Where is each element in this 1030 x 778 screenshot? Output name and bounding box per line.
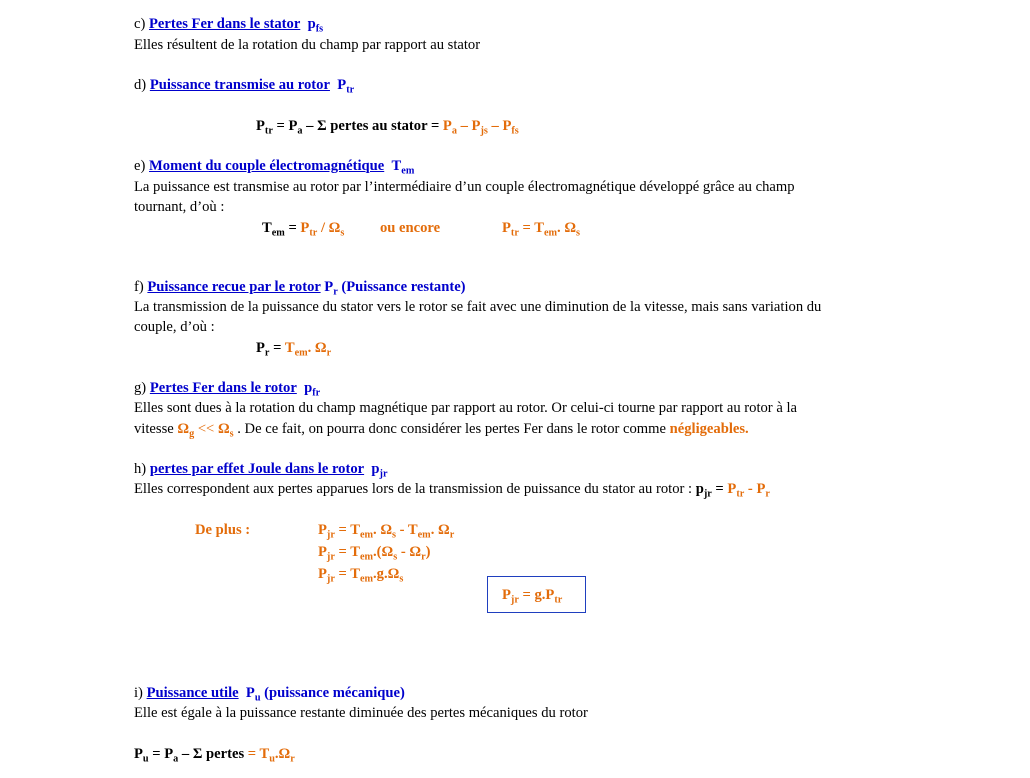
formula-e-lhs-sub: em — [271, 227, 285, 239]
heading-e-symbol-sub: em — [401, 165, 415, 177]
formula-f-eq: = — [269, 340, 285, 356]
heading-d — [134, 77, 354, 94]
formula-h-line1-e: . Ω — [430, 522, 450, 538]
boxed-result-formula — [502, 587, 562, 604]
paragraph-h-text: Elles correspondent aux pertes apparues lors de la transmission de puissance du stator au rotor : — [134, 481, 696, 497]
formula-d-r1-sub: a — [451, 125, 457, 137]
formula-e-ou-encore: ou encore — [380, 220, 441, 236]
paragraph-f-line1: La transmission de la puissance du stator vers le rotor se fait avec une diminution de la vitesse, mais sans variation du — [134, 299, 822, 315]
formula-e-alt — [502, 220, 580, 237]
formula-e-r2-sub: s — [340, 227, 345, 239]
heading-g — [134, 380, 320, 397]
formula-i-lhs-sub: u — [142, 753, 149, 765]
heading-f-title: Puissance recue par le rotor — [147, 279, 321, 295]
heading-i-symbol-sub: u — [254, 692, 261, 704]
heading-i-paren: (puissance mécanique) — [260, 685, 405, 701]
heading-i — [134, 685, 405, 702]
heading-h-symbol-sub: jr — [379, 468, 388, 480]
formula-h-line2 — [318, 544, 430, 561]
formula-i-mid: – Σ pertes — [178, 746, 248, 762]
formula-h-line3-b: = T — [334, 566, 360, 582]
formula-h-line2-d-sub: r — [421, 551, 426, 563]
heading-h-letter: h) — [134, 461, 147, 477]
formula-f-r1: T — [284, 340, 295, 356]
paragraph-g-omega-s-sub: s — [229, 428, 234, 440]
boxed-result-b: = g.P — [518, 587, 555, 603]
formula-d-r2-sub: js — [480, 125, 488, 137]
paragraph-h-f-lhs-sub: jr — [703, 488, 712, 500]
boxed-result-b-sub: tr — [554, 594, 563, 606]
heading-e-title: Moment du couple électromagnétique — [149, 158, 385, 174]
heading-f-letter: f) — [134, 279, 144, 295]
formula-h-line2-a-sub: jr — [326, 551, 335, 563]
heading-d-letter: d) — [134, 77, 147, 93]
heading-c-symbol-sub: fs — [315, 23, 324, 35]
heading-d-symbol: P — [337, 77, 347, 93]
heading-h-title: pertes par effet Joule dans le rotor — [149, 461, 365, 477]
formula-h-line1-e-sub: r — [449, 529, 455, 541]
heading-c-title: Pertes Fer dans le stator — [149, 16, 301, 32]
formula-e-eq: = — [284, 220, 301, 236]
formula-f — [256, 340, 331, 357]
paragraph-e-line1: La puissance est transmise au rotor par l’intermédiaire d’un couple électromagnétique développé grâce au champ — [134, 179, 795, 195]
formula-h-line3-b-sub: em — [359, 573, 374, 585]
heading-d-title: Puissance transmise au rotor — [149, 77, 330, 93]
paragraph-h-f-lhs: p — [695, 481, 704, 497]
formula-d-r3-sub: fs — [511, 125, 519, 137]
paragraph-h-f-r2: - P — [744, 481, 766, 497]
heading-e-symbol: T — [391, 158, 402, 174]
paragraph-h-f-r1: P — [727, 481, 737, 497]
de-plus-label: De plus : — [195, 522, 251, 538]
heading-f-symbol-sub: r — [333, 286, 338, 298]
formula-e-lhs: T — [262, 220, 272, 236]
paragraph-h-f-r2-sub: r — [765, 488, 770, 500]
formula-f-r1-sub: em — [294, 347, 308, 359]
formula-e-r1-sub: tr — [309, 227, 318, 239]
heading-d-symbol-sub: tr — [346, 84, 355, 96]
heading-e-letter: e) — [134, 158, 146, 174]
formula-h-line1 — [318, 522, 454, 539]
formula-h-line3-c: .g.Ω — [373, 566, 400, 582]
paragraph-g-omega-g: Ω — [177, 421, 190, 437]
formula-d-eq1: = P — [272, 118, 298, 134]
paragraph-h-f-eq: = — [711, 481, 728, 497]
formula-f-r2-sub: r — [326, 347, 332, 359]
formula-d-eq1-sub: a — [297, 125, 303, 137]
formula-e — [262, 220, 344, 237]
formula-e-alt-end-sub: s — [576, 227, 580, 239]
formula-i-eq-sub: a — [173, 753, 179, 765]
formula-h-line1-c: . Ω — [373, 522, 393, 538]
heading-e — [134, 158, 414, 175]
formula-i — [134, 746, 295, 763]
formula-h-line3-c-sub: s — [399, 573, 404, 585]
formula-h-line2-e: ) — [425, 544, 431, 560]
formula-h-line2-a: P — [318, 544, 327, 560]
heading-f — [134, 279, 466, 296]
heading-c-letter: c) — [134, 16, 146, 32]
paragraph-g-line1: Elles sont dues à la rotation du champ magnétique par rapport au rotor. Or celui-ci tourne par rapport au rotor à la — [134, 400, 797, 416]
formula-e-alt-end: . Ω — [557, 220, 577, 236]
boxed-result-a: P — [502, 587, 511, 603]
heading-g-title: Pertes Fer dans le rotor — [149, 380, 297, 396]
paragraph-g-negligeables: négligeables. — [669, 421, 749, 437]
formula-h-line3-a: P — [318, 566, 327, 582]
formula-f-lhs-sub: r — [264, 347, 270, 359]
paragraph-g-text2a: vitesse — [134, 421, 178, 437]
formula-h-line3 — [318, 566, 403, 583]
heading-g-symbol: p — [304, 380, 313, 396]
heading-i-title: Puissance utile — [146, 685, 239, 701]
formula-i-r2-sub: r — [290, 753, 295, 765]
formula-i-eq: = P — [148, 746, 174, 762]
paragraph-c: Elles résultent de la rotation du champ par rapport au stator — [134, 37, 481, 53]
heading-f-symbol: P — [320, 279, 334, 295]
formula-e-alt-p-sub: tr — [510, 227, 519, 239]
heading-h-symbol: p — [371, 461, 380, 477]
formula-d-r3: – P — [487, 118, 512, 134]
formula-e-alt-p: P — [502, 220, 511, 236]
formula-h-line1-c-sub: s — [392, 529, 396, 541]
formula-h-line2-c: .(Ω — [373, 544, 394, 560]
formula-e-alt-eq-sub: em — [543, 227, 558, 239]
formula-h-line1-a: P — [318, 522, 327, 538]
paragraph-g-omega-s: Ω — [217, 421, 230, 437]
formula-h-line2-d: - Ω — [397, 544, 422, 560]
formula-d-lhs-sub: tr — [264, 125, 273, 137]
paragraph-h-f-r1-sub: tr — [736, 488, 745, 500]
paragraph-g-text2b: . De ce fait, on pourra donc considérer les pertes Fer dans le rotor comme — [233, 421, 670, 437]
paragraph-e-line2: tournant, d’où : — [134, 199, 225, 215]
paragraph-i: Elle est égale à la puissance restante diminuée des pertes mécaniques du rotor — [134, 705, 588, 721]
formula-d-r1: P — [442, 118, 452, 134]
formula-d — [256, 118, 519, 135]
heading-h — [134, 461, 388, 478]
paragraph-h — [134, 481, 770, 498]
heading-g-letter: g) — [134, 380, 147, 396]
formula-h-line2-b: = T — [334, 544, 360, 560]
heading-i-letter: i) — [134, 685, 143, 701]
formula-i-r2: .Ω — [274, 746, 291, 762]
formula-h-line1-a-sub: jr — [326, 529, 335, 541]
paragraph-g-omega-g-sub: g — [189, 428, 195, 440]
formula-d-mid: – Σ pertes au stator = — [302, 118, 443, 134]
formula-h-line1-b-sub: em — [359, 529, 374, 541]
heading-g-symbol-sub: fr — [312, 387, 321, 399]
paragraph-g-line2 — [134, 421, 749, 438]
heading-c — [134, 16, 323, 33]
formula-e-r2: / Ω — [317, 220, 341, 236]
heading-c-symbol: p — [307, 16, 316, 32]
formula-i-r1-sub: u — [269, 753, 275, 765]
formula-h-line1-d: - T — [396, 522, 418, 538]
formula-d-lhs: P — [256, 118, 265, 134]
paragraph-f-line2: couple, d’où : — [134, 319, 215, 335]
formula-e-r1: P — [300, 220, 310, 236]
formula-h-line2-b-sub: em — [359, 551, 374, 563]
formula-h-line1-b: = T — [334, 522, 360, 538]
formula-i-lhs: P — [134, 746, 143, 762]
heading-f-paren: (Puissance restante) — [337, 279, 466, 295]
formula-h-line2-c-sub: s — [393, 551, 398, 563]
formula-h-line1-d-sub: em — [417, 529, 431, 541]
formula-f-r2: . Ω — [307, 340, 327, 356]
heading-i-symbol: P — [245, 685, 255, 701]
paragraph-g-lt: << — [194, 421, 218, 437]
formula-d-r2: – P — [456, 118, 481, 134]
formula-i-r1: = T — [247, 746, 270, 762]
formula-h-line3-a-sub: jr — [326, 573, 335, 585]
formula-f-lhs: P — [256, 340, 265, 356]
formula-e-alt-eq: = T — [518, 220, 544, 236]
boxed-result-a-sub: jr — [510, 594, 519, 606]
